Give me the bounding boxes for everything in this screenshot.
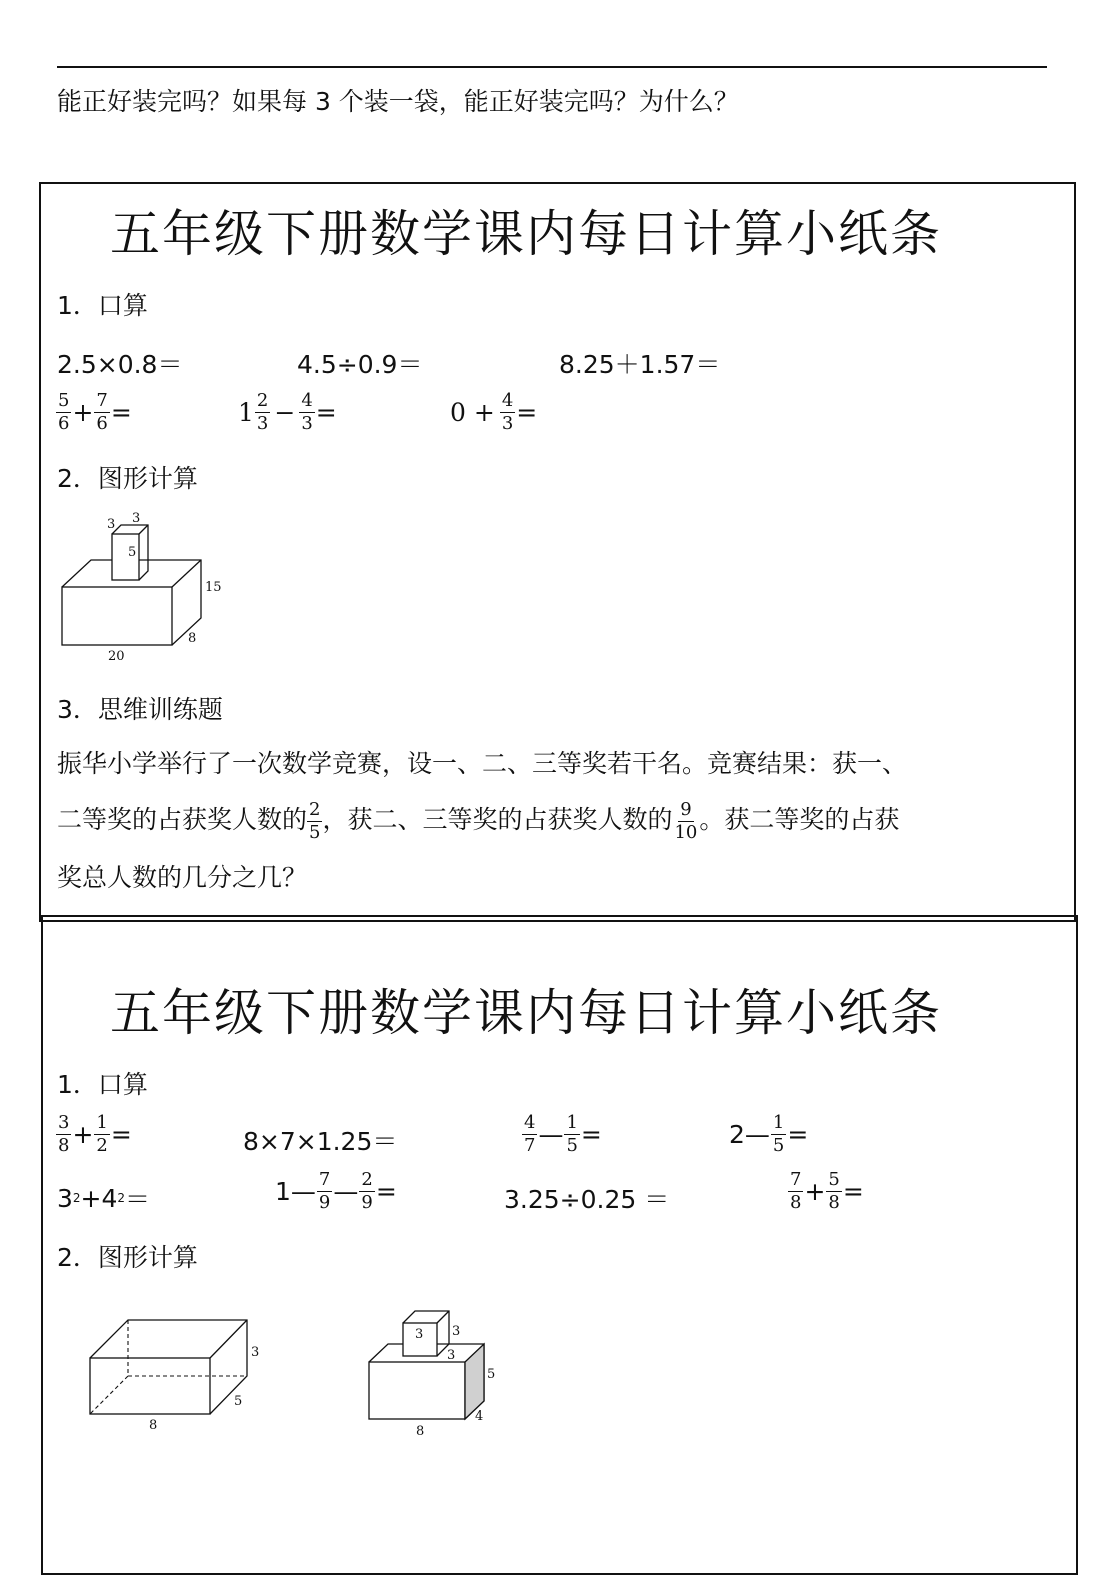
fraction: $\frac{3}{8}$ xyxy=(58,1112,70,1156)
expr-1: 2.5×0.8＝ xyxy=(57,350,183,379)
dim-label: 8 xyxy=(416,1424,425,1439)
expr-4: 2— $\frac{1}{5}$ = xyxy=(729,1112,809,1156)
problem-line-2: 二等奖的占获奖人数的 $\frac{2}{5}$ ，获二、三等奖的占获奖人数的 $\frac{9}{10}$ 。获二等奖的占获 xyxy=(57,798,900,843)
expr-1: $\frac{3}{8}$ + $\frac{1}{2}$ = xyxy=(58,1112,132,1156)
fraction: $\frac{7}{6}$ xyxy=(96,390,108,434)
expr-3: 8.25＋1.57＝ xyxy=(559,350,721,379)
problem-line-3: 奖总人数的几分之几？ xyxy=(57,863,308,892)
fraction: $\frac{4}{7}$ xyxy=(524,1112,536,1156)
fraction: $\frac{2}{9}$ xyxy=(361,1169,373,1213)
fraction: $\frac{5}{6}$ xyxy=(58,390,70,434)
dim-label: 8 xyxy=(149,1418,158,1433)
problem-line-1: 振华小学举行了一次数学竞赛，设一、二、三等奖若干名。竞赛结果：获一、 xyxy=(57,749,908,778)
fraction: $\frac{1}{5}$ xyxy=(772,1112,785,1156)
dim-label: 3 xyxy=(251,1345,260,1360)
expr-7: 3.25÷0.25 ＝ xyxy=(504,1185,670,1214)
composite-cuboid-figure-1 xyxy=(55,508,235,668)
dim-label: 3 xyxy=(452,1324,461,1339)
expr-4: $\frac{5}{6}$ + $\frac{7}{6}$ = xyxy=(58,390,132,434)
fraction: $\frac{1}{2}$ xyxy=(96,1112,108,1156)
dim-label: 5 xyxy=(234,1394,243,1409)
fraction: $\frac{7}{8}$ xyxy=(790,1169,802,1213)
dim-label: 5 xyxy=(487,1367,496,1382)
dim-label: 15 xyxy=(205,580,222,595)
worksheet-2-title: 五年级下册数学课内每日计算小纸条 xyxy=(110,984,942,1042)
dim-label: 20 xyxy=(108,649,125,664)
top-rule xyxy=(57,66,1047,68)
fraction: $\frac{5}{8}$ xyxy=(828,1169,840,1213)
expr-6: 0 + $\frac{4}{3}$ = xyxy=(450,390,538,434)
expr-8: $\frac{7}{8}$ + $\frac{5}{8}$ = xyxy=(790,1169,864,1213)
fraction: $\frac{1}{5}$ xyxy=(566,1112,578,1156)
expr-3: $\frac{4}{7}$ — $\frac{1}{5}$ = xyxy=(524,1112,602,1156)
dim-label: 3 xyxy=(415,1327,424,1342)
expr-5: 3 2 + 4 2 ＝ xyxy=(57,1183,151,1214)
expr-5: 1 $\frac{2}{3}$ − $\frac{4}{3}$ = xyxy=(238,390,337,434)
cuboid-figure xyxy=(82,1312,282,1437)
fraction: $\frac{7}{9}$ xyxy=(318,1169,331,1213)
carryover-question: 能正好装完吗？如果每 3 个装一袋，能正好装完吗？为什么？ xyxy=(57,87,739,116)
fraction: $\frac{9}{10}$ xyxy=(674,798,698,843)
section-figure-calc: 2．图形计算 xyxy=(57,1243,198,1272)
fraction: $\frac{2}{3}$ xyxy=(256,390,269,434)
dim-label: 3 xyxy=(447,1348,456,1363)
dim-label: 3 xyxy=(132,511,141,526)
section-mental-math: 1．口算 xyxy=(57,1070,148,1099)
composite-cuboid-figure-2 xyxy=(362,1306,512,1441)
dim-label: 8 xyxy=(188,631,197,646)
fraction: $\frac{4}{3}$ xyxy=(501,390,514,434)
dim-label: 5 xyxy=(128,545,137,560)
worksheet-1-title: 五年级下册数学课内每日计算小纸条 xyxy=(110,205,942,263)
section-mental-math: 1．口算 xyxy=(57,291,148,320)
section-figure-calc: 2．图形计算 xyxy=(57,464,198,493)
dim-label: 3 xyxy=(107,517,116,532)
dim-label: 4 xyxy=(475,1409,484,1424)
fraction: $\frac{4}{3}$ xyxy=(301,390,313,434)
section-thinking: 3．思维训练题 xyxy=(57,695,223,724)
expr-2: 8×7×1.25＝ xyxy=(243,1127,398,1156)
expr-6: 1— $\frac{7}{9}$ — $\frac{2}{9}$ = xyxy=(275,1169,397,1213)
fraction: $\frac{2}{5}$ xyxy=(309,798,321,843)
expr-2: 4.5÷0.9＝ xyxy=(297,350,423,379)
